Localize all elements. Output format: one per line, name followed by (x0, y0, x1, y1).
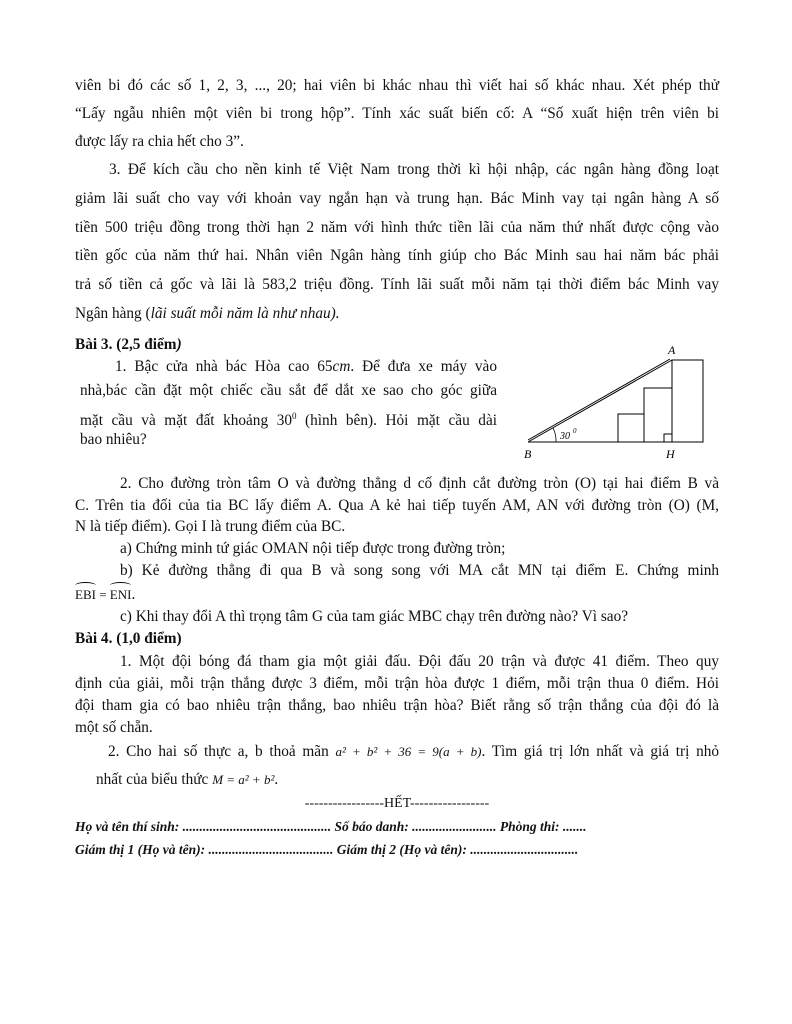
right-angle-mark (664, 434, 672, 442)
angle-eni-text: ENI (109, 587, 132, 602)
equals-sign: = (95, 587, 110, 602)
angle-arc (553, 428, 556, 442)
bai3-q2-line: C. Trên tia đối của tia BC lấy điểm A. Qua A kẻ hai tiếp tuyến AM, AN với đường tròn (O) (M, (75, 497, 719, 514)
bai3-q1-line (115, 357, 497, 377)
footer-line-invigilators: Giám thị 1 (Họ và tên): ..................................... Giám thị 2 (Họ và tên): ................................ (75, 842, 579, 857)
bai4-q1-line: một số chẵn. (75, 719, 153, 736)
ramp-line-upper (528, 359, 670, 440)
ramp-line-lower (528, 360, 672, 442)
bai3-q2-line: N là tiếp điểm). Gọi I là trung điểm của BC. (75, 518, 346, 535)
period: . (131, 586, 136, 603)
bai3-q1-line: nhà,bác cần đặt một chiếc cầu sắt để dắt xe sao cho góc giữa (80, 382, 497, 399)
text-span: . Tìm giá trị lớn nhất và giá trị nhỏ (481, 743, 720, 760)
italic-note: lãi suất mỗi năm là như nhau). (150, 305, 340, 322)
question-3-line: giảm lãi suất cho vay với khoản vay ngắn hạn và trung hạn. Bác Minh vay tại ngân hàng A số (75, 190, 719, 207)
footer-line-candidate: Họ và tên thí sinh: ............................................ Số báo danh: ......................... Phòng thi: ....... (75, 819, 587, 834)
label-b: B (524, 447, 532, 461)
angle-label: 30 (560, 431, 570, 442)
angle-ebi-text: EBI (75, 587, 96, 602)
end-marker: -----------------HẾT----------------- (304, 796, 490, 811)
math-expression: M = a² + b² (212, 772, 275, 787)
bai3-q2-part-c: c) Khi thay đổi A thì trọng tâm G của tam giác MBC chạy trên đường nào? Vì sao? (120, 608, 629, 625)
bai4-q1-line: đội tham gia có bao nhiêu trận thắng, bao nhiêu trận hòa? Biết rằng số trận thắng của đội đó là (75, 697, 719, 714)
question-3-line: trả số tiền cả gốc và lãi là 583,2 triệu đồng. Tính lãi suất mỗi năm tại thời điểm bác Minh vay (75, 276, 719, 293)
math-condition: a² + b² + 36 = 9(a + b) (335, 744, 482, 759)
bai3-q2-part-a: a) Chứng minh tứ giác OMAN nội tiếp được trong đường tròn; (120, 540, 506, 557)
math-number: 65 (317, 358, 333, 375)
math-degree: 0 (291, 411, 297, 421)
period: . (274, 771, 279, 788)
heading-text: Bài 3. (2,5 điểm (75, 336, 177, 353)
label-h: H (666, 447, 675, 461)
question-3-line: tiền 500 triệu đồng trong thời hạn 2 năm với hình thức tiền lãi của năm thứ nhất được cộng vào (75, 219, 719, 236)
bai4-q1-line: 1. Một đội bóng đá tham gia một giải đấu. Đội đấu 20 trận và được 41 điểm. Theo quy (120, 653, 719, 670)
ramp-diagram (520, 338, 710, 468)
question-3-line (75, 304, 340, 324)
text-span: (hình bên). Hỏi mặt cầu dài (296, 412, 497, 430)
text-line: “Lấy ngẫu nhiên một viên bi trong hộp”. Tính xác suất biến cố: A “Số xuất hiện trên viên bi (75, 105, 719, 122)
bai3-q2-part-b-formula (75, 585, 135, 605)
bai3-q2-part-b: b) Kẻ đường thẳng đi qua B và song song với MA cắt MN tại điểm E. Chứng minh (120, 562, 719, 579)
text-span: nhất của biểu thức (96, 771, 213, 788)
bai3-q1-line (80, 406, 497, 431)
text-line: viên bi đó các số 1, 2, 3, ..., 20; hai viên bi khác nhau thì viết hai số khác nhau. Xét phép thử (75, 77, 719, 94)
question-3-line: tiền gốc của năm thứ hai. Nhân viên Ngân hàng tính giúp cho Bác Minh sau hai năm bác phải (75, 247, 719, 264)
text-span: 1. Bậc cửa nhà bác Hòa cao (115, 358, 318, 375)
math-unit: cm (332, 358, 351, 375)
label-a: A (668, 343, 676, 357)
bottom-step-block (618, 414, 644, 442)
text-span: Ngân hàng ( (75, 305, 151, 322)
angle-eni (110, 585, 132, 605)
bai4-q1-line: định của giải, mỗi trận thắng được 3 điểm, mỗi trận hòa được 1 điểm, mỗi trận thua 0 điểm. Hỏi (75, 675, 719, 692)
text-line: được lấy ra chia hết cho 3”. (75, 133, 244, 150)
bai4-q2-line (108, 742, 719, 762)
bai4-q2-line (96, 770, 278, 790)
section-heading-bai4: Bài 4. (1,0 điểm) (75, 630, 182, 647)
bai3-q2-line: 2. Cho đường tròn tâm O và đường thẳng d cố định cắt đường tròn (O) tại hai điểm B và (120, 475, 719, 492)
question-3-line: 3. Để kích cầu cho nền kinh tế Việt Nam trong thời kì hội nhập, các ngân hàng đồng loạt (109, 161, 719, 178)
text-span: . Để đưa xe máy vào (350, 358, 497, 375)
angle-ebi (75, 585, 96, 605)
top-step-block (672, 360, 703, 442)
text-span: mặt cầu và mặt đất khoảng (80, 412, 277, 430)
heading-paren: ) (176, 336, 182, 353)
text-span: 2. Cho hai số thực a, b thoả mãn (108, 743, 336, 760)
math-number: 30 (276, 412, 292, 430)
angle-degree: 0 (573, 427, 577, 435)
bai3-q1-line: bao nhiêu? (80, 431, 147, 448)
section-heading-bai3 (75, 335, 182, 355)
